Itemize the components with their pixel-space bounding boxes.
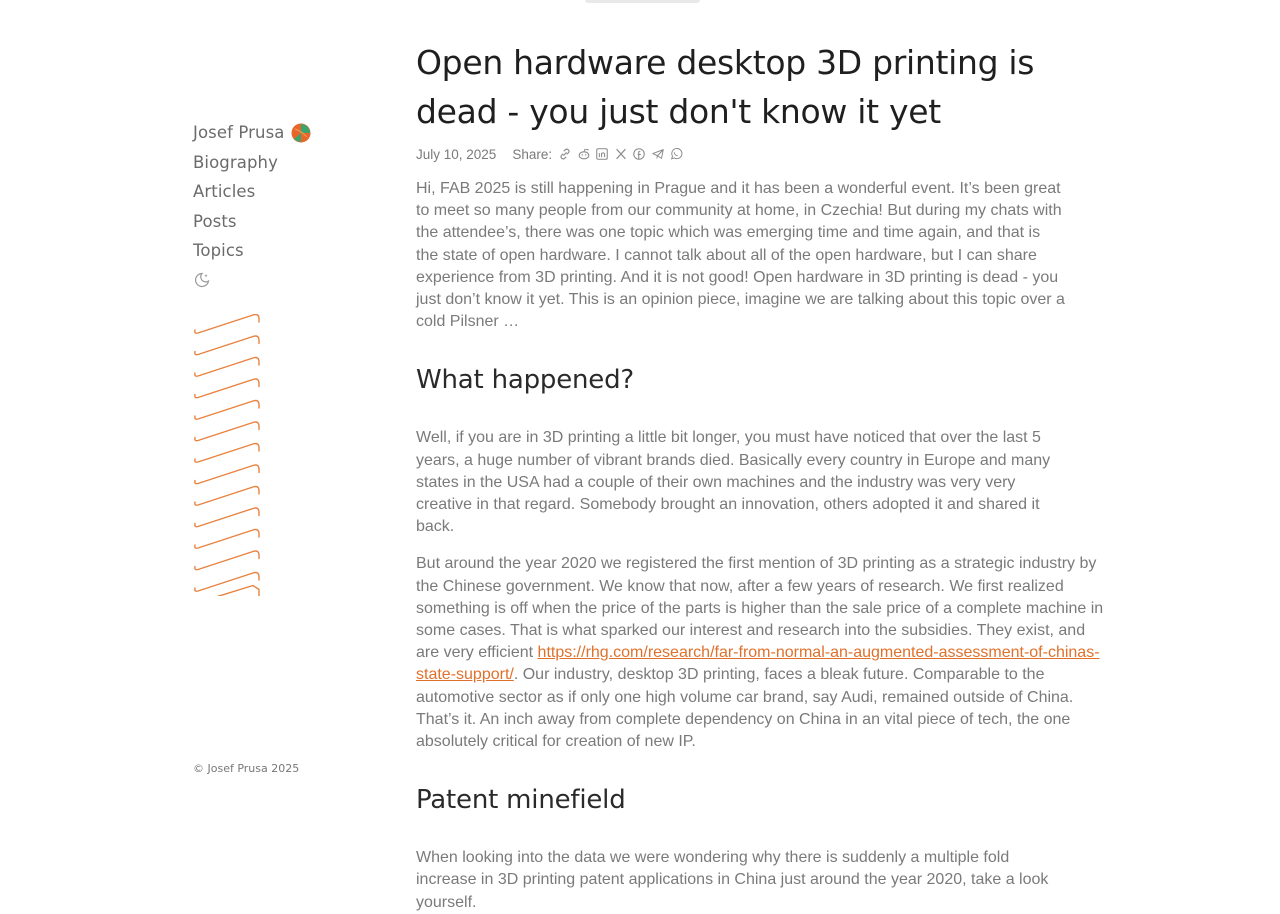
pattern-stroke xyxy=(195,573,259,592)
link-icon[interactable] xyxy=(557,146,573,162)
sidebar-item-label: Articles xyxy=(193,182,256,202)
pattern-stroke xyxy=(195,379,259,398)
paragraph: When looking into the data we were wondering why there is suddenly a multiple fold increase in 3D printing patent applications in China just around the year 2020, take a look yourself. xyxy=(416,849,1049,911)
footer-copyright: © Josef Prusa 2025 xyxy=(193,762,300,775)
moon-icon[interactable] xyxy=(193,271,211,289)
sidebar-item-biography[interactable] xyxy=(193,148,353,178)
article-title: Open hardware desktop 3D printing is dead - you just don't know it yet xyxy=(416,43,1035,131)
paragraph: Well, if you are in 3D printing a little bit longer, you must have noticed that over the last 5 years, a huge number of vibrant brands died. Basically every country in Europe and many states in the USA had a couple of their own machines and the industry was very very creative in that regard. Somebody brought an innovation, others adopted it and shared it back. xyxy=(416,429,1051,536)
source-link[interactable]: https://rhg.com/research/far-from-normal-an-augmented-assessment-of-chinas-state-support/ xyxy=(416,644,1100,684)
linkedin-icon[interactable] xyxy=(594,146,610,162)
sidebar-item-topics[interactable] xyxy=(193,236,353,266)
top-edge-shadow xyxy=(585,0,700,3)
pattern-stroke xyxy=(195,551,259,570)
reddit-icon[interactable] xyxy=(576,146,592,162)
paragraph-text: . Our industry, desktop 3D printing, faces a bleak future. Comparable to the automotive sector as if only one high volume car brand, say Audi, remained outside of China. That’s it. An inch away from complete dependency on China in an vital piece of tech, the one absolutely critical for creation of new IP. xyxy=(416,666,1074,751)
article xyxy=(416,38,1106,914)
pattern-stroke xyxy=(195,508,259,527)
pattern-stroke xyxy=(195,530,259,549)
x-icon[interactable] xyxy=(613,146,629,162)
sidebar-item-label: Topics xyxy=(193,241,244,261)
pattern-stroke xyxy=(195,358,259,377)
pattern-stroke xyxy=(195,401,259,420)
sidebar-item-posts[interactable] xyxy=(193,207,353,237)
pattern-stroke xyxy=(195,487,259,506)
pattern-stroke xyxy=(195,336,259,355)
pattern-stroke xyxy=(195,422,259,441)
pattern-stroke xyxy=(195,465,259,484)
sidebar-item-articles[interactable] xyxy=(193,177,353,207)
publish-date: July 10, 2025 xyxy=(416,146,497,162)
section-heading: Patent minefield xyxy=(416,785,626,816)
sidebar-item-label: Posts xyxy=(193,211,237,231)
paragraph-text: But around the year 2020 we registered the first mention of 3D printing as a strategic industry by the Chinese government. We know that now, after a few years of research. We first realized something is off when the price of the parts is higher than the sale price of a complete machine in some cases. That is what sparked our interest and research into the subsidies. They exist, and are very efficient xyxy=(416,555,1104,662)
facebook-icon[interactable] xyxy=(631,146,647,162)
sidebar-item-label: Biography xyxy=(193,152,278,172)
paragraph xyxy=(416,553,1106,753)
share-label: Share: xyxy=(512,146,553,162)
telegram-icon[interactable] xyxy=(650,146,666,162)
article-meta xyxy=(416,144,1106,164)
author-name: Josef Prusa xyxy=(193,123,285,143)
section-heading: What happened? xyxy=(416,365,634,396)
sidebar-nav xyxy=(193,118,353,266)
brand-logo-icon xyxy=(291,123,311,143)
sidebar xyxy=(193,118,353,289)
whatsapp-icon[interactable] xyxy=(668,146,684,162)
pattern-stroke xyxy=(195,315,259,334)
decorative-pattern xyxy=(193,314,261,596)
intro-paragraph: Hi, FAB 2025 is still happening in Prague and it has been a wonderful event. It’s been great to meet so many people from our community at home, in Czechia! But during my chats with the attendee’s, there was one topic which was emerging time and time again, and that is the state of open hardware. I cannot talk about all of the open hardware, but I can share experience from 3D printing. And it is not good! Open hardware in 3D printing is dead - you just don’t know it yet. This is an opinion piece, imagine we are talking about this topic over a cold Pilsner … xyxy=(416,180,1065,331)
pattern-stroke xyxy=(195,444,259,463)
sidebar-item-home[interactable] xyxy=(193,118,353,148)
pattern-stroke xyxy=(195,586,259,597)
